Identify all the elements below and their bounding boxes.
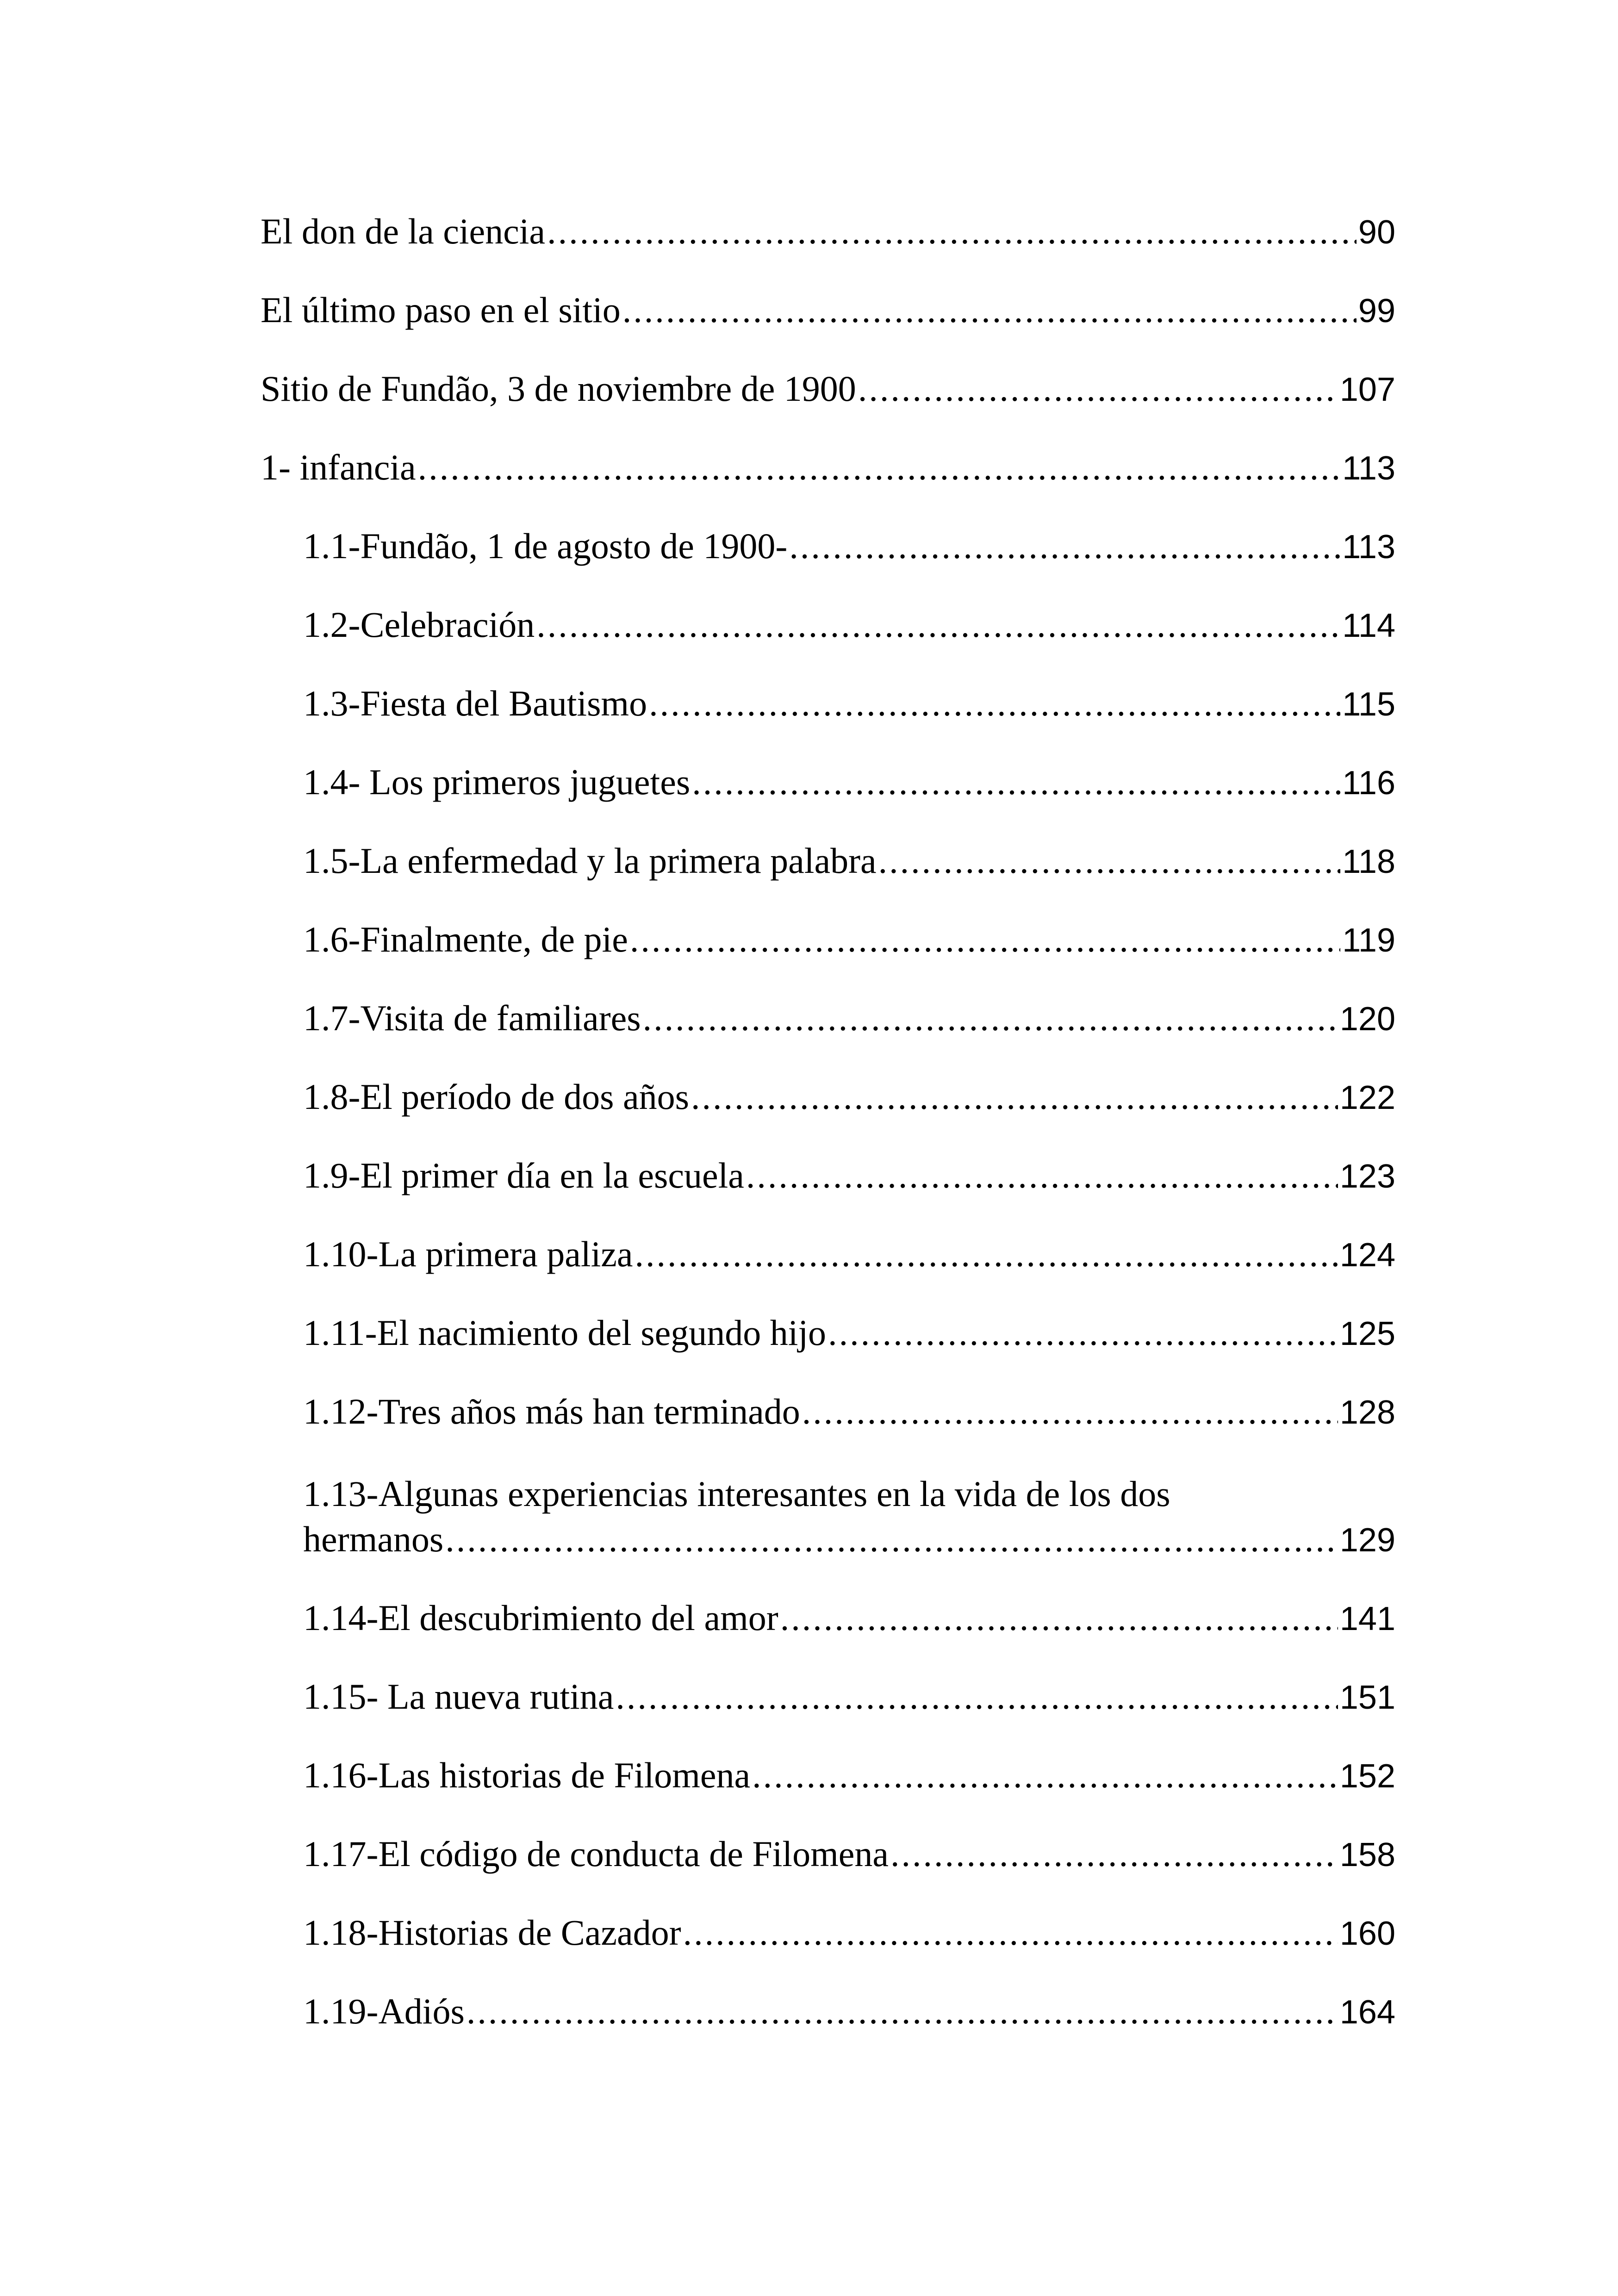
toc-entry-title: 1.16-Las historias de Filomena [303,1755,751,1795]
dot-leader [858,368,1338,410]
dot-leader [752,1755,1338,1796]
toc-entry-title: 1.15- La nueva rutina [303,1676,614,1717]
toc-entry-page-number: 152 [1339,1758,1395,1795]
dot-leader [802,1391,1338,1432]
table-of-contents [261,211,1395,2069]
dot-leader [746,1155,1338,1196]
dot-leader [890,1833,1338,1875]
toc-entry-title: 1.3-Fiesta del Bautismo [303,683,647,723]
dot-leader [789,525,1340,567]
toc-entry-title: 1.19-Adiós [303,1991,465,2031]
toc-entry-page-number: 90 [1358,214,1395,251]
toc-entry-title: 1.7-Visita de familiares [303,998,641,1038]
toc-entry-page-number: 158 [1339,1836,1395,1873]
dot-leader [418,447,1341,488]
toc-entry [261,368,1395,447]
toc-entry [261,919,1395,997]
toc-entry-page-number: 116 [1342,765,1395,802]
toc-entry-title: 1.4- Los primeros juguetes [303,762,691,802]
toc-entry-page-number: 120 [1339,1001,1395,1038]
toc-entry-title: 1.8-El período de dos años [303,1076,690,1117]
toc-entry [261,1597,1395,1676]
toc-entry-page-number: 160 [1339,1915,1395,1952]
toc-entry-page-number: 115 [1342,686,1395,723]
toc-entry-page-number: 118 [1342,843,1395,880]
toc-entry-page-number: 123 [1339,1158,1395,1195]
toc-entry-page-number: 113 [1342,529,1395,566]
dot-leader [691,1076,1338,1118]
dot-leader [780,1597,1338,1639]
toc-entry [261,1233,1395,1312]
dot-leader [649,683,1340,724]
toc-entry [261,289,1395,368]
dot-leader [692,761,1340,803]
toc-entry-title: 1.5-La enfermedad y la primera palabra [303,840,877,881]
toc-entry-title: El don de la ciencia [261,211,546,251]
toc-entry [261,1155,1395,1233]
toc-entry [261,1076,1395,1155]
toc-entry-title: Sitio de Fundão, 3 de noviembre de 1900 [261,368,856,409]
toc-entry-title: 1.11-El nacimiento del segundo hijo [303,1313,827,1353]
dot-leader [683,1912,1338,1954]
toc-entry-title: 1.13-Algunas experiencias interesantes en la vida de los dos [303,1474,1170,1514]
toc-entry-page-number: 164 [1339,1994,1395,2031]
toc-entry-page-number: 114 [1342,607,1395,644]
dot-leader [878,840,1341,882]
dot-leader [547,211,1357,252]
toc-entry-page-number: 125 [1339,1315,1395,1352]
toc-entry [261,840,1395,919]
toc-entry [261,1991,1395,2069]
toc-entry [261,211,1395,289]
toc-entry [261,1312,1395,1391]
toc-entry [261,997,1395,1076]
dot-leader [467,1991,1338,2032]
toc-entry-title: 1.1-Fundão, 1 de agosto de 1900- [303,526,788,566]
toc-entry-page-number: 128 [1339,1394,1395,1431]
toc-entry-title: 1.17-El código de conducta de Filomena [303,1834,889,1874]
toc-entry-page-number: 124 [1339,1237,1395,1274]
toc-entry-title: 1.12-Tres años más han terminado [303,1391,800,1431]
dot-leader [622,289,1357,331]
toc-entry [261,1833,1395,1912]
toc-entry-page-number: 99 [1358,292,1395,330]
dot-leader [828,1312,1338,1354]
toc-entry [261,1469,1395,1597]
toc-entry-page-number: 107 [1339,371,1395,408]
toc-entry-page-number: 129 [1339,1522,1395,1559]
toc-entry [261,447,1395,525]
toc-entry-page-number: 113 [1342,450,1395,487]
toc-entry-title: 1.18-Historias de Cazador [303,1912,681,1953]
toc-entry-continuation-line [303,1518,1395,1597]
dot-leader [643,997,1338,1039]
toc-entry-page-number: 151 [1339,1679,1395,1716]
toc-entry-page-number: 141 [1339,1600,1395,1637]
toc-entry [261,525,1395,604]
dot-leader [445,1518,1338,1560]
toc-entry-title: 1.14-El descubrimiento del amor [303,1598,778,1638]
toc-entry-title: El último paso en el sitio [261,290,621,330]
toc-entry-title: 1- infancia [261,447,416,487]
toc-entry-title: 1.10-La primera paliza [303,1234,633,1274]
dot-leader [630,919,1340,960]
toc-entry [261,1755,1395,1833]
toc-entry [261,1391,1395,1469]
dot-leader [536,604,1340,646]
toc-entry-title: 1.9-El primer día en la escuela [303,1155,744,1195]
toc-entry-title-continuation: hermanos [303,1519,444,1559]
toc-entry-title: 1.2-Celebración [303,604,535,645]
toc-entry [261,1676,1395,1755]
toc-entry [261,604,1395,683]
toc-entry [261,761,1395,840]
toc-entry [261,683,1395,761]
toc-entry-page-number: 119 [1342,922,1395,959]
toc-entry-page-number: 122 [1339,1079,1395,1116]
toc-entry [261,1912,1395,1991]
dot-leader [616,1676,1338,1717]
toc-entry-title: 1.6-Finalmente, de pie [303,919,628,959]
dot-leader [635,1233,1338,1275]
